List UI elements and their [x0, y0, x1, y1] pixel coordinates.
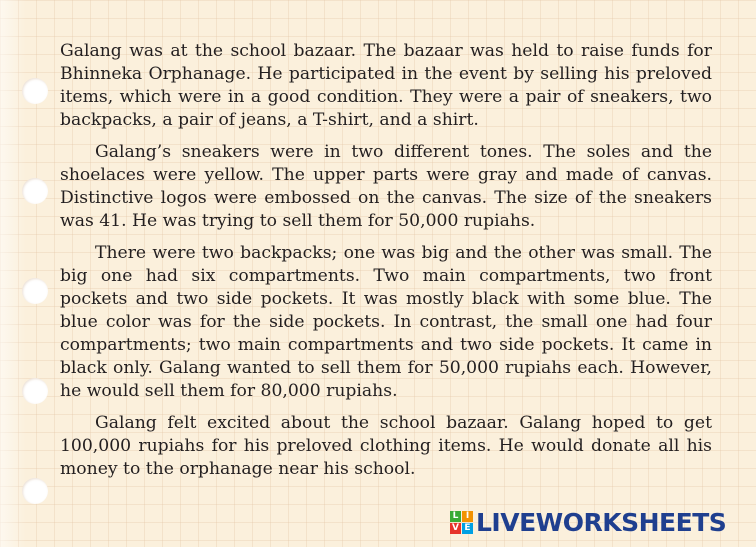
paper-edge	[0, 0, 26, 547]
logo-text: LIVEWORKSHEETS	[476, 507, 727, 537]
logo-mark-letter: L	[450, 511, 461, 522]
paragraph-1: Galang was at the school bazaar. The bazaar was held to raise funds for Bhinneka Orphanage. He participated in the event by selling his preloved items, which were in a good condition. They were a pair of sneakers, two backpacks, a pair of jeans, a T-shirt, and a shirt.	[60, 41, 712, 130]
paragraph-4: Galang felt excited about the school bazaar. Galang hoped to get 100,000 rupiahs for his preloved clothing items. He would donate all his money to the orphanage near his school.	[60, 413, 712, 479]
liveworksheets-logo	[450, 508, 726, 536]
logo-mark-letter: I	[462, 511, 473, 522]
logo-mark-letter: V	[450, 523, 461, 534]
binder-hole	[22, 478, 48, 504]
logo-mark-letter: E	[462, 523, 473, 534]
binder-hole	[22, 178, 48, 204]
binder-hole	[22, 378, 48, 404]
paragraph-2: Galang’s sneakers were in two different tones. The soles and the shoelaces were yellow. The upper parts were gray and made of canvas. Distinctive logos were embossed on the canvas. The size of the sneakers was 41. He was trying to sell them for 50,000 rupiahs.	[60, 142, 712, 231]
logo-mark-icon	[450, 511, 473, 534]
binder-hole	[22, 278, 48, 304]
reading-passage	[60, 40, 712, 490]
paragraph-3: There were two backpacks; one was big and the other was small. The big one had six compartments. Two main compartments, two front pockets and two side pockets. It was mostly black with some blue. The blue color was for the side pockets. In contrast, the small one had four compartments; two main compartments and two side pockets. It came in black only. Galang wanted to sell them for 50,000 rupiahs each. However, he would sell them for 80,000 rupiahs.	[60, 243, 712, 401]
binder-hole	[22, 78, 48, 104]
